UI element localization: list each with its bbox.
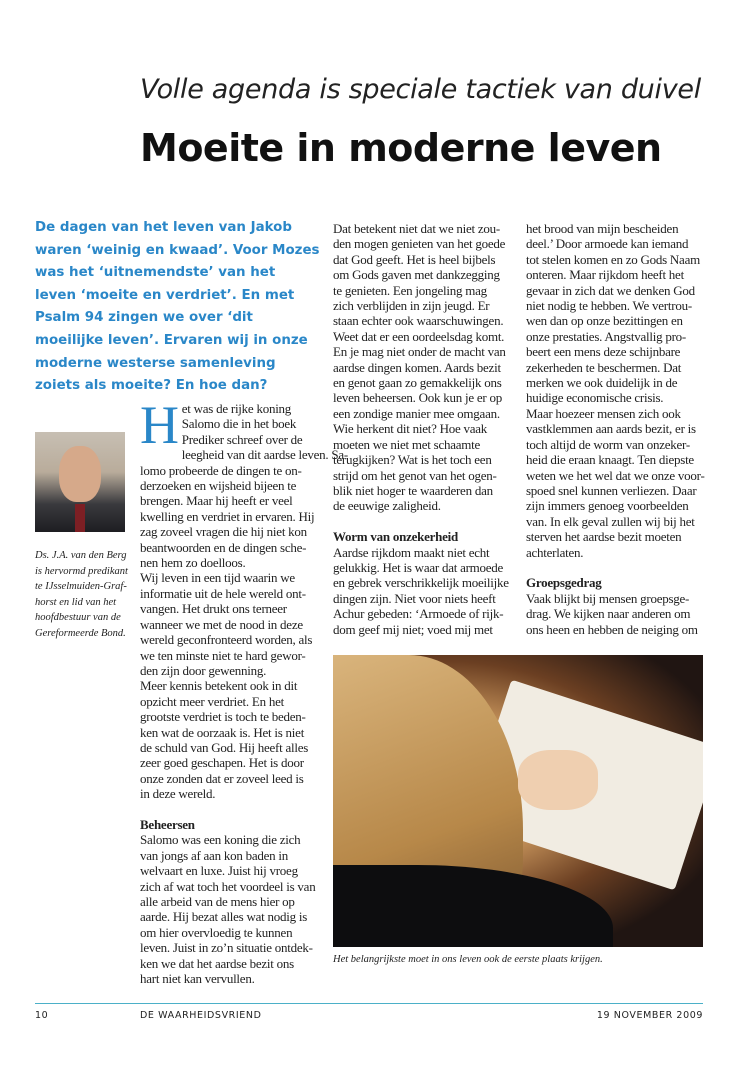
- page-number: 10: [35, 1010, 49, 1021]
- text-line: om Gods gaven met dankzegging: [333, 267, 500, 283]
- text-line: zeer goed geschapen. Het is door: [140, 755, 304, 771]
- text-line: zich af wat toch het voordeel is van: [140, 878, 316, 894]
- text-line: Salomo was een koning die zich: [140, 832, 301, 848]
- text-line: tot stelen komen en zo Gods Naam: [526, 251, 700, 267]
- issue-date: 19 NOVEMBER 2009: [596, 1010, 703, 1021]
- text-line: kwelling en verdriet in ervaren. Hij: [140, 508, 315, 524]
- section-heading: Beheersen: [140, 816, 195, 832]
- text-line: drag. We kijken naar anderen om: [526, 606, 691, 622]
- text-line: vangen. Het drukt ons terneer: [140, 601, 287, 617]
- text-line: aardse dingen komen. Aards bezit: [333, 359, 501, 375]
- text-line: niet nodig te hebben. We vertrou-: [526, 298, 692, 314]
- paragraph: [333, 221, 515, 514]
- text-column-1: [140, 395, 348, 987]
- text-line: van jongs af aan kon baden in: [140, 847, 288, 863]
- text-line: de eeuwige zaligheid.: [333, 498, 441, 514]
- text-line: zijn immers genoeg voorbeelden: [526, 498, 689, 514]
- text-line: hoofdbestuur van de: [35, 612, 121, 624]
- section-heading: Worm van onzekerheid: [333, 529, 458, 545]
- text-line: is hervormd predikant: [35, 565, 128, 577]
- text-line: het brood van mijn bescheiden: [526, 221, 679, 236]
- text-line: wereld geconfronteerd worden, als: [140, 632, 313, 648]
- text-line: wen dan op onze bezittingen en: [526, 313, 683, 329]
- text-line: te IJsselmuiden-Graf-: [35, 581, 127, 593]
- paragraph: [140, 678, 322, 801]
- text-line: Prediker schreef over de: [181, 431, 303, 447]
- text-line: ken we dat het aardse bezit ons: [140, 955, 294, 971]
- text-line: beantwoorden en de dingen sche-: [140, 539, 307, 555]
- text-line: nen hem zo doelloos.: [140, 555, 246, 571]
- paragraph: [140, 832, 322, 986]
- text-line: alle arbeid van de mens hier op: [140, 893, 295, 909]
- footer-rule: [35, 1003, 703, 1004]
- text-line: informatie uit de hele wereld ont-: [140, 585, 306, 601]
- text-line: derzoeken en wijsheid bijeen te: [140, 478, 297, 494]
- text-line: Vaak blijkt bij mensen groepsge-: [526, 590, 690, 606]
- text-line: onteren. Maar rijkdom heeft het: [526, 267, 684, 283]
- text-line: sterven het aardse bezit moeten: [526, 529, 682, 545]
- text-line: vastklemmen aan aards bezit, er is: [526, 421, 696, 437]
- text-line: van. In elk geval zullen wij bij het: [526, 513, 695, 529]
- text-line: Aardse rijkdom maakt niet echt: [333, 544, 490, 560]
- text-line: dat God geeft. Het is heel bijbels: [333, 251, 496, 267]
- text-line: de schuld van God. Hij heeft alles: [140, 739, 309, 755]
- text-line: een zondige manier mee omgaan.: [333, 405, 500, 421]
- text-line: brengen. Maar hij heeft er veel: [140, 493, 293, 509]
- text-line: opzicht meer verdriet. En het: [140, 693, 284, 709]
- text-line: en genot gaan zo gemakkelijk ons: [333, 375, 502, 391]
- text-line: Ds. J.A. van den Berg: [35, 550, 127, 561]
- text-line: dingen zijn. Niet voor niets heeft: [333, 590, 496, 606]
- text-line: Salomo die in het boek: [181, 416, 297, 432]
- text-line: gelukkig. Het is waar dat armoede: [333, 559, 504, 575]
- text-line: Achur gebeden: ‘Armoede of rijk-: [333, 606, 504, 622]
- text-line: staan echter ook waarschuwingen.: [333, 313, 504, 329]
- text-line: zich verblijden in zijn jeugd. Er: [333, 298, 490, 314]
- text-line: toch altijd de worm van onzeker-: [526, 436, 690, 452]
- text-line: horst en lid van het: [35, 596, 117, 608]
- text-line: et was de rijke koning: [181, 401, 292, 416]
- text-line: strijd om het genot van het ogen-: [333, 467, 497, 483]
- text-line: spoed snel kunnen verliezen. Daar: [526, 482, 697, 498]
- text-line: merken we ook duidelijk in de: [526, 375, 678, 391]
- paragraph: [526, 591, 708, 637]
- text-line: leegheid van dit aardse leven. Sa-: [181, 447, 348, 463]
- article-title: Moeite in moderne leven: [140, 126, 662, 170]
- section-heading: Groepsgedrag: [526, 575, 602, 591]
- article-kicker: Volle agenda is speciale tactiek van duivel: [140, 74, 701, 105]
- publication-name: DE WAARHEIDSVRIEND: [140, 1010, 262, 1021]
- text-line: Meer kennis betekent ook in dit: [140, 678, 298, 694]
- text-line: leven. Juist in zo’n situatie ontdek-: [140, 940, 313, 956]
- text-line: moeten we niet met schaamte: [333, 436, 481, 452]
- text-line: blik niet hoger te waarderen dan: [333, 482, 493, 498]
- text-line: zag zoveel vragen die hij niet kon: [140, 524, 307, 540]
- text-line: in deze wereld.: [140, 786, 216, 802]
- text-line: deel.’ Door armoede kan iemand: [526, 236, 689, 252]
- text-line: onze zonden dat er zoveel leed is: [140, 770, 304, 786]
- text-line: onze prestaties. Angstvallig pro-: [526, 328, 686, 344]
- paragraph: [526, 221, 708, 406]
- text-line: huidige economische crisis.: [526, 390, 664, 406]
- text-line: lomo probeerde de dingen te on-: [140, 462, 302, 478]
- text-line: heid die eraan knaagt. Ten diepste: [526, 452, 694, 468]
- portrait-caption: [35, 548, 135, 642]
- paragraph: [140, 570, 322, 678]
- text-line: beert een mens deze schijnbare: [526, 344, 681, 360]
- text-column-3: [526, 221, 708, 637]
- text-line: den zijn door gewenning.: [140, 662, 267, 678]
- text-line: welvaart en luxe. Juist hij vroeg: [140, 863, 298, 879]
- author-portrait: [35, 432, 125, 532]
- text-line: om hier overvloedig te kunnen: [140, 924, 293, 940]
- text-line: den mogen genieten van het goede: [333, 236, 506, 252]
- text-line: dom geef mij niet; voed mij met: [333, 621, 493, 637]
- text-line: grootste verdriet is toch te beden-: [140, 709, 306, 725]
- text-line: we ten minste niet te hard gewor-: [140, 647, 306, 663]
- text-line: Gereformeerde Bond.: [35, 627, 126, 639]
- text-line: terugkijken? Wat is het toch een: [333, 452, 492, 468]
- paragraph: [333, 545, 515, 637]
- text-line: ons heen en hebben de neiging om: [526, 621, 698, 637]
- drop-cap: H: [140, 395, 179, 455]
- text-line: Wij leven in een tijd waarin we: [140, 570, 295, 586]
- text-line: Dat betekent niet dat we niet zou-: [333, 221, 500, 236]
- lead-paragraph: De dagen van het leven van Jakob waren ‘weinig en kwaad’. Voor Mozes was het ‘uitnemendste’ van het leven ‘moeite en verdriet’. En met Psalm 94 zingen we over ‘dit moeilijke leven’. Ervaren wij in onze moderne westerse samenleving zoiets als moeite? En hoe dan?: [35, 220, 320, 394]
- text-line: leven beheersen. Ook kun je er op: [333, 390, 502, 406]
- praying-woman-photo: [333, 655, 703, 947]
- text-line: Weet dat er een oordeelsdag komt.: [333, 328, 505, 344]
- text-line: gevaar in zich dat we denken God: [526, 282, 695, 298]
- text-line: zekerheden te beschermen. Dat: [526, 359, 682, 375]
- text-line: aarde. Hij bezat alles wat nodig is: [140, 909, 308, 925]
- text-line: hart niet kan vervullen.: [140, 971, 255, 987]
- paragraph: [526, 406, 708, 560]
- text-line: Wie herkent dit niet? Hoe vaak: [333, 421, 488, 437]
- text-line: ken wat de oorzaak is. Het is niet: [140, 724, 305, 740]
- text-line: achterlaten.: [526, 544, 584, 560]
- text-line: wanneer we met de nood in deze: [140, 616, 303, 632]
- text-column-2: [333, 221, 515, 637]
- text-line: te genieten. Een jongeling mag: [333, 282, 487, 298]
- text-line: Maar hoezeer mensen zich ook: [526, 405, 681, 421]
- text-line: En je mag niet onder de macht van: [333, 344, 506, 360]
- photo-caption: Het belangrijkste moet in ons leven ook de eerste plaats krijgen.: [333, 954, 603, 965]
- text-line: en gebrek verschrikkelijk moeilijke: [333, 575, 509, 591]
- text-line: weten we het wel dat we onze voor-: [526, 467, 705, 483]
